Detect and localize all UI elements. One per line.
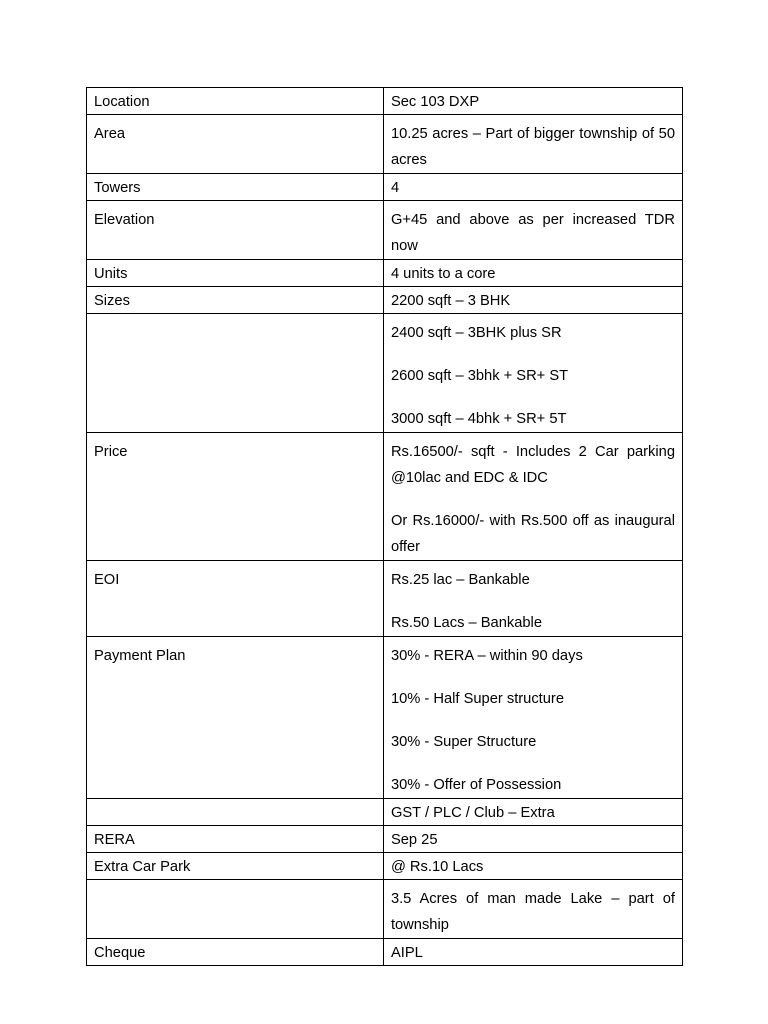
row-label: Towers bbox=[87, 174, 384, 201]
table-row-extras bbox=[87, 799, 683, 826]
row-value bbox=[383, 826, 682, 853]
row-label: EOI bbox=[87, 561, 384, 637]
table-row-rera bbox=[87, 826, 683, 853]
value-line: 30% - Super Structure bbox=[390, 734, 537, 750]
table-row-units bbox=[87, 260, 683, 287]
row-value bbox=[383, 314, 682, 433]
value-line: 30% - Offer of Possession bbox=[390, 777, 562, 793]
table-row-eoi bbox=[87, 561, 683, 637]
value-line: 2600 sqft – 3bhk + SR+ ST bbox=[390, 368, 569, 384]
table-row-location bbox=[87, 88, 683, 115]
row-label bbox=[87, 880, 384, 939]
table-row-towers bbox=[87, 174, 683, 201]
value-line: Rs.25 lac – Bankable bbox=[390, 572, 530, 588]
table-row-extra-car-park bbox=[87, 853, 683, 880]
value-line: GST / PLC / Club – Extra bbox=[390, 805, 555, 821]
value-line: 10.25 acres – Part of bigger township of 50 acres bbox=[390, 126, 675, 168]
row-value bbox=[383, 853, 682, 880]
row-value bbox=[383, 637, 682, 799]
table-row-payment-plan bbox=[87, 637, 683, 799]
row-label bbox=[87, 799, 384, 826]
value-line: Rs.16500/- sqft - Includes 2 Car parking @10lac and EDC & IDC bbox=[390, 444, 675, 486]
row-value bbox=[383, 880, 682, 939]
row-label: Sizes bbox=[87, 287, 384, 314]
value-line: 2400 sqft – 3BHK plus SR bbox=[390, 325, 562, 341]
row-value bbox=[383, 201, 682, 260]
row-label: Area bbox=[87, 115, 384, 174]
value-line: Rs.50 Lacs – Bankable bbox=[390, 615, 542, 631]
row-label: Units bbox=[87, 260, 384, 287]
table-row-cheque bbox=[87, 939, 683, 966]
row-label: Location bbox=[87, 88, 384, 115]
row-value bbox=[383, 115, 682, 174]
row-value bbox=[383, 287, 682, 314]
row-value bbox=[383, 561, 682, 637]
table-row-price bbox=[87, 433, 683, 561]
table-row-lake bbox=[87, 880, 683, 939]
row-label: Elevation bbox=[87, 201, 384, 260]
value-line: 3000 sqft – 4bhk + SR+ 5T bbox=[390, 411, 567, 427]
row-label bbox=[87, 314, 384, 433]
value-line: 30% - RERA – within 90 days bbox=[390, 648, 583, 664]
value-line: @ Rs.10 Lacs bbox=[390, 859, 484, 875]
value-line: 4 units to a core bbox=[390, 266, 496, 282]
value-line: 2200 sqft – 3 BHK bbox=[390, 293, 511, 309]
row-label: Payment Plan bbox=[87, 637, 384, 799]
row-value bbox=[383, 260, 682, 287]
row-value bbox=[383, 939, 682, 966]
row-label: Extra Car Park bbox=[87, 853, 384, 880]
value-line: G+45 and above as per increased TDR now bbox=[390, 212, 675, 254]
table-row-sizes bbox=[87, 287, 683, 314]
table-row-sizes-continued bbox=[87, 314, 683, 433]
value-line: Or Rs.16000/- with Rs.500 off as inaugural offer bbox=[390, 513, 675, 555]
row-value bbox=[383, 799, 682, 826]
row-label: RERA bbox=[87, 826, 384, 853]
table-row-elevation bbox=[87, 201, 683, 260]
value-line: 10% - Half Super structure bbox=[390, 691, 564, 707]
row-value bbox=[383, 433, 682, 561]
value-line: AIPL bbox=[390, 945, 423, 961]
row-label: Price bbox=[87, 433, 384, 561]
row-value bbox=[383, 174, 682, 201]
value-line: 3.5 Acres of man made Lake – part of township bbox=[390, 891, 675, 933]
row-value bbox=[383, 88, 682, 115]
row-label: Cheque bbox=[87, 939, 384, 966]
table-row-area bbox=[87, 115, 683, 174]
value-line: Sep 25 bbox=[390, 832, 438, 848]
value-line: Sec 103 DXP bbox=[390, 94, 480, 110]
value-line: 4 bbox=[390, 180, 400, 196]
project-details-table bbox=[86, 87, 683, 966]
